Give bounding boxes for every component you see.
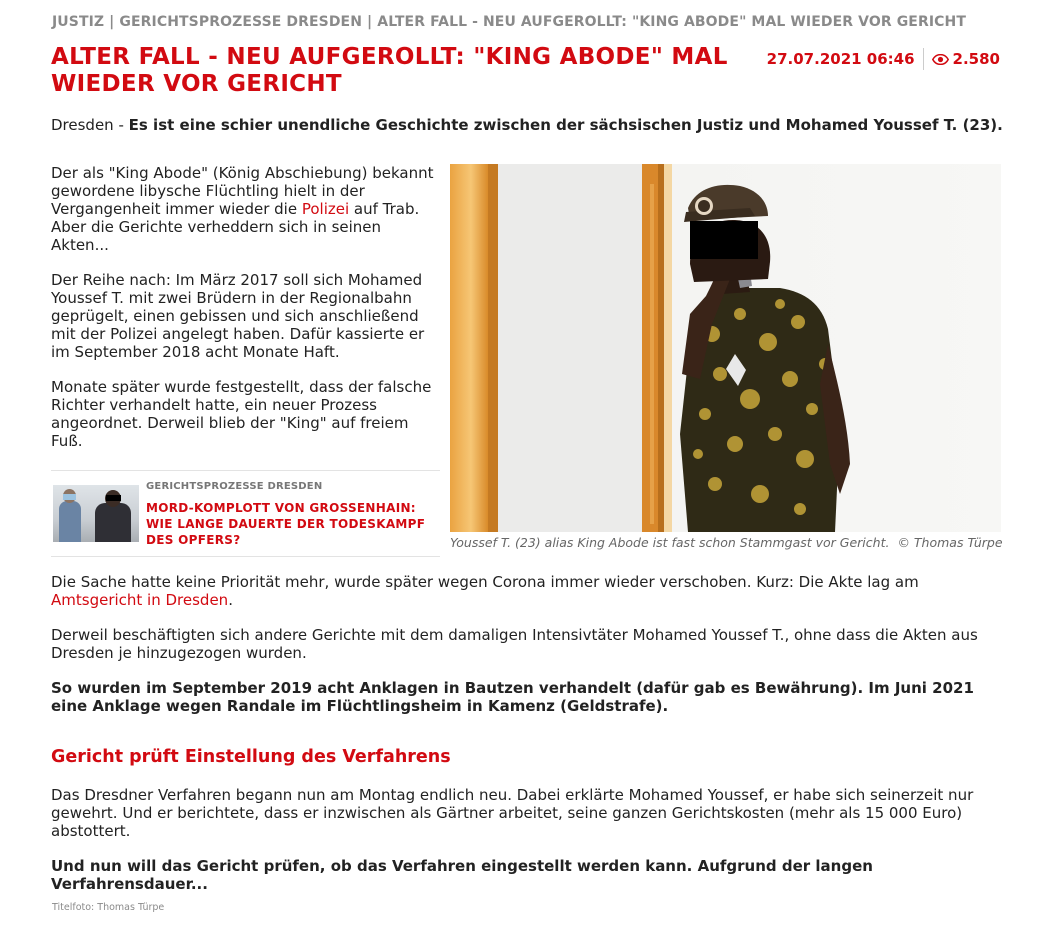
article-lead (51, 115, 1003, 135)
thumbnail-censor-bar (106, 495, 121, 501)
related-article-teaser[interactable] (51, 470, 440, 557)
teaser-thumbnail[interactable] (53, 485, 139, 542)
breadcrumb-item-gerichtsprozesse[interactable]: GERICHTSPROZESSE DRESDEN (119, 14, 363, 30)
caption-text: Youssef T. (23) alias King Abode ist fast schon Stammgast vor Gericht. (450, 535, 890, 550)
teaser-title[interactable]: MORD-KOMPLOTT VON GROSSENHAIN: WIE LANGE DAUERTE DER TODESKAMPF DES OPFERS? (146, 501, 426, 547)
lead-text: Es ist eine schier unendliche Geschichte zwischen der sächsischen Justiz und Mohamed Youssef T. (23). (128, 116, 1003, 134)
article-photo (450, 164, 1001, 532)
caption-credit: © Thomas Türpe (897, 535, 1003, 550)
article-meta (767, 48, 1000, 70)
breadcrumb-separator: | (367, 14, 373, 30)
thumbnail-mask (63, 494, 76, 500)
article-paragraph: Derweil beschäftigten sich andere Gerichte mit dem damaligen Intensivtäter Mohamed Youssef T., ohne dass die Akten aus Dresden je hinzugezogen wurden. (51, 626, 978, 662)
breadcrumb-item-current: ALTER FALL - NEU AUFGEROLLT: "KING ABODE" MAL WIEDER VOR GERICHT (377, 14, 966, 30)
view-count (932, 50, 1000, 68)
paragraph-text: Der als "King Abode" (König Abschiebung) bekannt gewordene libysche Flüchtling hielt in der Vergangenheit immer wieder die (51, 164, 434, 218)
meta-divider (923, 48, 924, 70)
thumbnail-figure (95, 503, 131, 542)
title-photo-credit: Titelfoto: Thomas Türpe (52, 902, 165, 913)
thumbnail-figure (59, 501, 81, 542)
article-paragraph: Monate später wurde festgestellt, dass der falsche Richter verhandelt hatte, ein neuer Prozess angeordnet. Derweil blieb der "King" auf freiem Fuß. (51, 378, 432, 450)
breadcrumb-separator: | (109, 14, 115, 30)
article-paragraph-bold: Und nun will das Gericht prüfen, ob das Verfahren eingestellt werden kann. Aufgrund der langen Verfahrensdauer... (51, 857, 873, 893)
article-headline: ALTER FALL - NEU AUFGEROLLT: "KING ABODE" MAL WIEDER VOR GERICHT (51, 44, 728, 97)
article-paragraph-bold: So wurden im September 2019 acht Anklagen in Bautzen verhandelt (dafür gab es Bewährung). Im Juni 2021 eine Anklage wegen Randale im Flüchtlingsheim in Kamenz (Geldstrafe). (51, 679, 974, 715)
paragraph-text: . (228, 591, 233, 609)
teaser-kicker[interactable]: GERICHTSPROZESSE DRESDEN (146, 481, 323, 492)
breadcrumb (52, 14, 966, 30)
breadcrumb-item-justiz[interactable]: JUSTIZ (52, 14, 105, 30)
photo-caption (450, 535, 1001, 550)
link-amtsgericht-dresden[interactable]: Amtsgericht in Dresden (51, 591, 229, 609)
eye-icon (932, 54, 949, 65)
article-date: 27.07.2021 06:46 (766, 50, 915, 68)
view-count-value: 2.580 (952, 50, 1000, 68)
paragraph-text: Die Sache hatte keine Priorität mehr, wurde später wegen Corona immer wieder verschoben. Kurz: Die Akte lag am (51, 573, 919, 591)
paragraph-text: auf Trab. Aber die Gerichte verheddern sich in seinen Akten... (51, 200, 420, 254)
article-paragraph (51, 164, 441, 254)
article-paragraph: Das Dresdner Verfahren begann nun am Montag endlich neu. Dabei erklärte Mohamed Youssef, er habe sich seinerzeit nur gewehrt. Und er berichtete, dass er inzwischen als Gärtner arbeitet, seine ganzen Gerichtskosten (mehr als 15 000 Euro) abstottert. (51, 786, 974, 840)
article-subheading: Gericht prüft Einstellung des Verfahrens (51, 747, 451, 767)
article-paragraph: Der Reihe nach: Im März 2017 soll sich Mohamed Youssef T. mit zwei Brüdern in der Regionalbahn geprügelt, einen gebissen und sich anschließend mit der Polizei angelegt haben. Dafür kassierte er im September 2018 acht Monate Haft. (51, 271, 425, 361)
lead-city: Dresden - (51, 116, 124, 134)
photo-illustration (450, 164, 1001, 532)
link-polizei[interactable]: Polizei (301, 200, 350, 218)
article-paragraph (51, 573, 1001, 609)
article-left-column (51, 164, 441, 467)
